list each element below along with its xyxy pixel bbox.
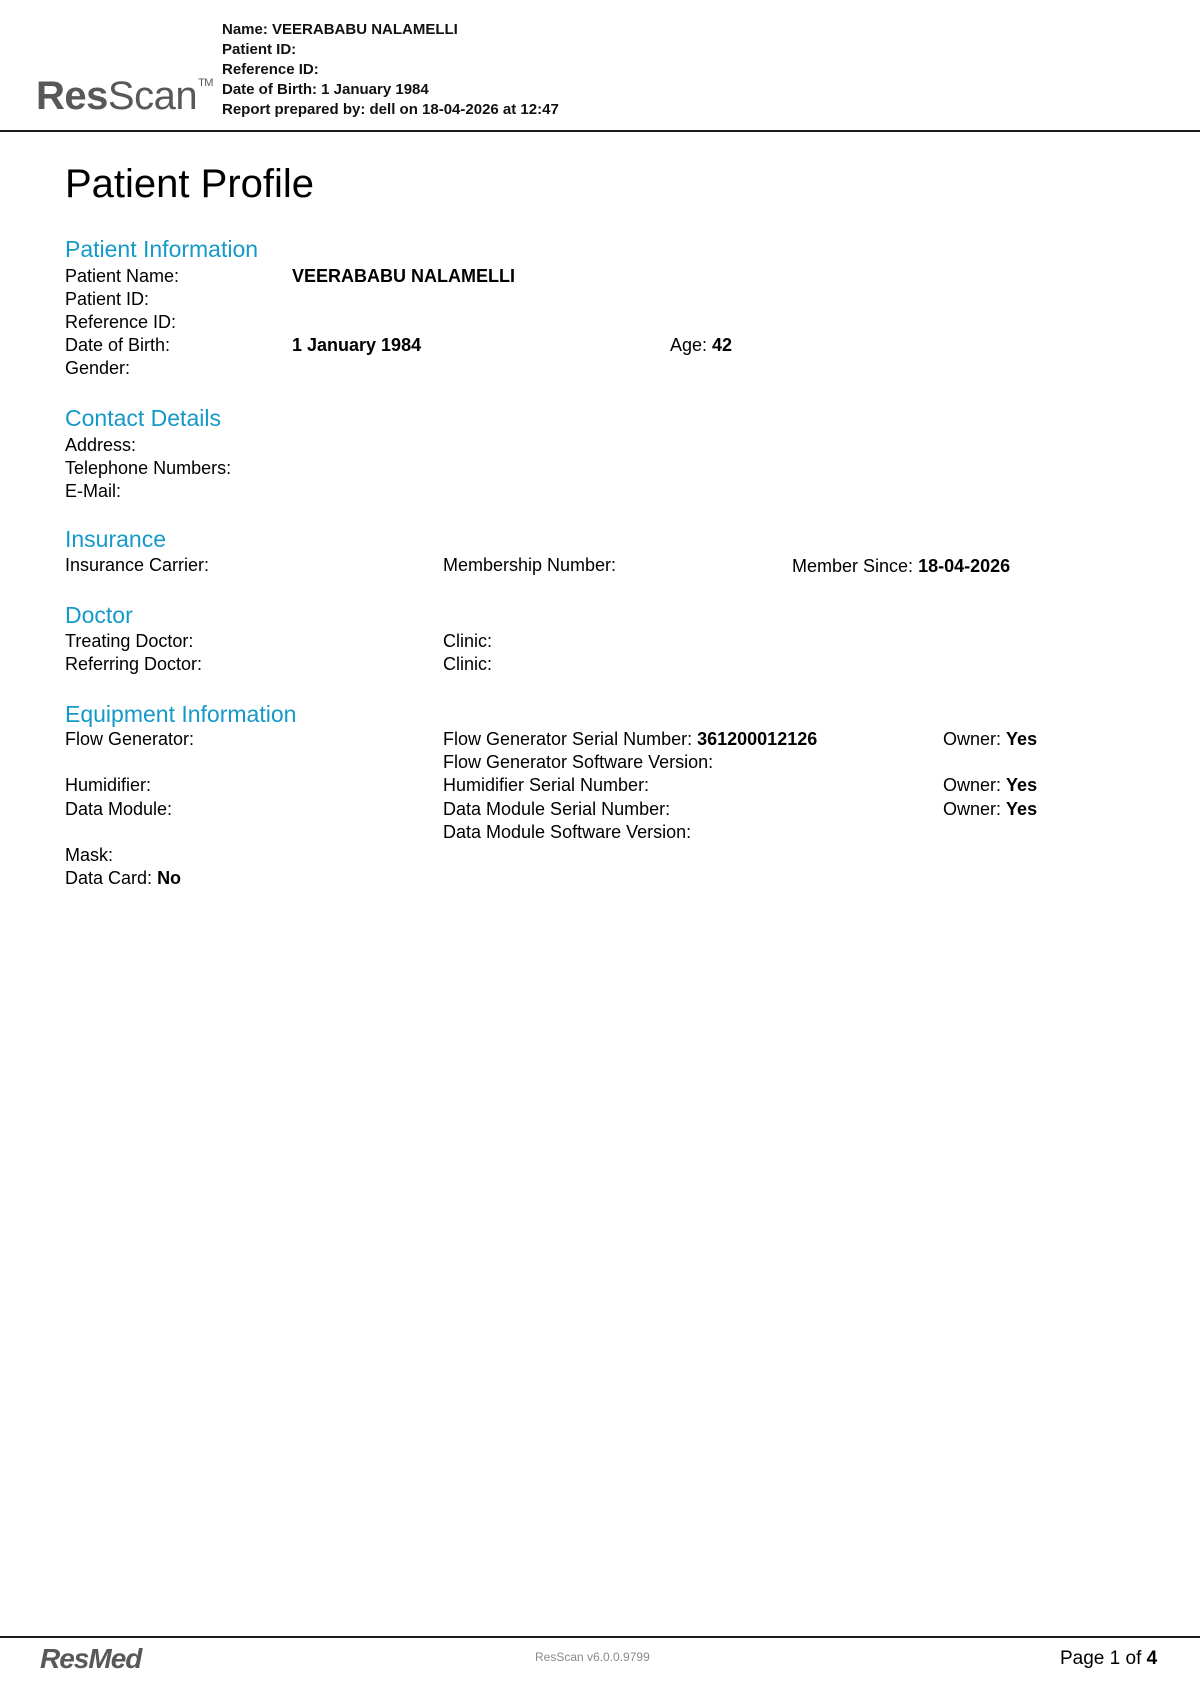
patient-name-label: Patient Name: — [65, 266, 180, 286]
data-module-serial-label: Data Module Serial Number: — [443, 799, 671, 819]
section-heading-patient-information: Patient Information — [65, 236, 259, 262]
address-label: Address: — [65, 435, 137, 455]
header-name: Name: VEERABABU NALAMELLI — [222, 21, 458, 38]
footer-divider — [0, 1636, 1200, 1638]
section-heading-insurance: Insurance — [65, 526, 167, 552]
referring-clinic-label: Clinic: — [443, 654, 493, 674]
insurance-carrier-label: Insurance Carrier: — [65, 555, 210, 575]
section-heading-doctor: Doctor — [65, 602, 133, 628]
member-since-field: Member Since: 18-04-2026 — [792, 556, 1011, 576]
data-card-field: Data Card: No — [65, 868, 182, 888]
membership-number-label: Membership Number: — [443, 555, 617, 575]
data-module-software-label: Data Module Software Version: — [443, 822, 692, 842]
humidifier-serial-label: Humidifier Serial Number: — [443, 775, 650, 795]
fg-owner-field: Owner: Yes — [943, 729, 1038, 749]
header-prepared-by: Report prepared by: dell on 18-04-2026 at 12:47 — [222, 101, 559, 118]
dob-label: Date of Birth: — [65, 335, 171, 355]
software-version: ResScan v6.0.0.9799 — [535, 1650, 650, 1664]
header-dob: Date of Birth: 1 January 1984 — [222, 81, 429, 98]
treating-clinic-label: Clinic: — [443, 631, 493, 651]
page-number: Page 1 of 4 — [1060, 1648, 1158, 1669]
flow-generator-label: Flow Generator: — [65, 729, 195, 749]
header-reference-id: Reference ID: — [222, 61, 319, 78]
referring-doctor-label: Referring Doctor: — [65, 654, 203, 674]
page-title: Patient Profile — [65, 162, 315, 206]
humidifier-owner-field: Owner: Yes — [943, 775, 1038, 795]
resmed-logo: ResMed — [40, 1643, 142, 1674]
age-field: Age: 42 — [670, 335, 733, 355]
header-patient-id: Patient ID: — [222, 41, 297, 58]
section-heading-contact-details: Contact Details — [65, 405, 221, 431]
resscan-logo: ResScan™ — [36, 74, 213, 118]
treating-doctor-label: Treating Doctor: — [65, 631, 194, 651]
email-label: E-Mail: — [65, 481, 122, 501]
patient-name-value: VEERABABU NALAMELLI — [292, 266, 515, 286]
telephone-label: Telephone Numbers: — [65, 458, 232, 478]
gender-label: Gender: — [65, 358, 131, 378]
dob-value: 1 January 1984 — [292, 335, 422, 355]
fg-software-label: Flow Generator Software Version: — [443, 752, 714, 772]
data-module-owner-field: Owner: Yes — [943, 799, 1038, 819]
fg-serial-field: Flow Generator Serial Number: 361200012126 — [443, 729, 818, 749]
reference-id-label: Reference ID: — [65, 312, 177, 332]
patient-id-label: Patient ID: — [65, 289, 150, 309]
mask-label: Mask: — [65, 845, 114, 865]
header-divider — [0, 130, 1200, 132]
data-module-label: Data Module: — [65, 799, 173, 819]
humidifier-label: Humidifier: — [65, 775, 152, 795]
report-header-info — [222, 20, 559, 120]
section-heading-equipment-information: Equipment Information — [65, 701, 297, 727]
